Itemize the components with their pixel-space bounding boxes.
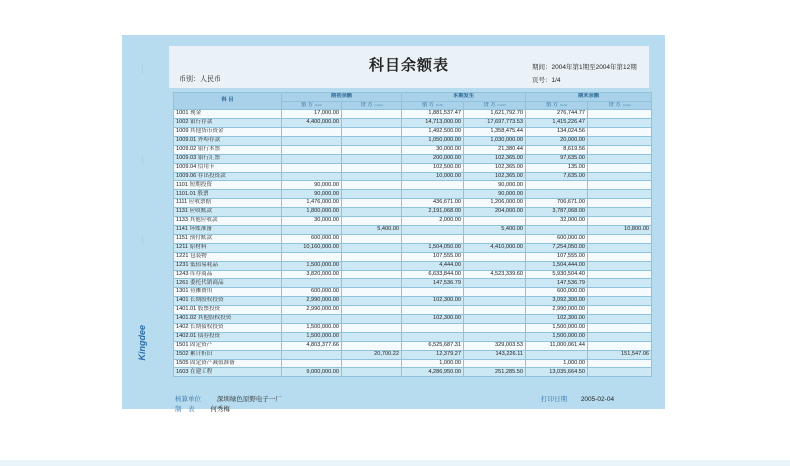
account-cell: 1401 长期股权投资 bbox=[174, 297, 282, 306]
opening-debit-cell: 3,820,000.00 bbox=[282, 270, 342, 279]
current-credit-cell: 21,380.44 bbox=[464, 145, 526, 154]
ending-debit-cell bbox=[526, 225, 588, 234]
debit-header: 借 方 Debit bbox=[282, 101, 342, 110]
table-row bbox=[174, 217, 652, 226]
credit-header: 贷 方 Credit bbox=[588, 101, 652, 110]
opening-debit-cell: 4,803,377.66 bbox=[282, 341, 342, 350]
account-cell: 1009.04 信用卡 bbox=[174, 163, 282, 172]
opening-credit-cell: 5,400.00 bbox=[342, 225, 402, 234]
account-cell: 1211 原材料 bbox=[174, 243, 282, 252]
opening-debit-cell bbox=[282, 136, 342, 145]
table-row bbox=[174, 332, 652, 341]
ending-debit-cell: 1,504,444.00 bbox=[526, 261, 588, 270]
current-credit-cell: 204,000.00 bbox=[464, 208, 526, 217]
table-body bbox=[174, 110, 652, 377]
current-debit-cell bbox=[402, 323, 464, 332]
opening-debit-cell: 1,500,000.00 bbox=[282, 332, 342, 341]
current-credit-cell bbox=[464, 261, 526, 270]
current-debit-cell: 2,191,068.00 bbox=[402, 208, 464, 217]
table-row bbox=[174, 315, 652, 324]
opening-debit-cell: 2,990,000.00 bbox=[282, 297, 342, 306]
account-cell: 1002 银行存款 bbox=[174, 119, 282, 128]
opening-debit-cell bbox=[282, 163, 342, 172]
account-cell: 1402.01 债券投资 bbox=[174, 332, 282, 341]
current-debit-cell: 30,000.00 bbox=[402, 145, 464, 154]
table-row bbox=[174, 145, 652, 154]
current-credit-cell bbox=[464, 288, 526, 297]
table-row bbox=[174, 297, 652, 306]
account-cell: 1243 库存商品 bbox=[174, 270, 282, 279]
table-row bbox=[174, 110, 652, 119]
opening-credit-cell bbox=[342, 199, 402, 208]
opening-credit-cell bbox=[342, 288, 402, 297]
current-debit-cell bbox=[402, 234, 464, 243]
opening-credit-cell bbox=[342, 110, 402, 119]
ending-credit-cell bbox=[588, 154, 652, 163]
table-row bbox=[174, 208, 652, 217]
ending-debit-cell: 102,300.00 bbox=[526, 315, 588, 324]
table-row bbox=[174, 154, 652, 163]
ending-credit-cell bbox=[588, 217, 652, 226]
opening-credit-cell bbox=[342, 217, 402, 226]
current-debit-cell: 1,492,500.00 bbox=[402, 128, 464, 137]
opening-credit-cell bbox=[342, 306, 402, 315]
opening-credit-cell bbox=[342, 119, 402, 128]
current-debit-cell: 12,379.27 bbox=[402, 350, 464, 359]
ending-debit-cell: 706,671.00 bbox=[526, 199, 588, 208]
current-credit-cell: 1,621,792.70 bbox=[464, 110, 526, 119]
ending-credit-cell bbox=[588, 332, 652, 341]
current-debit-cell bbox=[402, 181, 464, 190]
opening-credit-cell bbox=[342, 208, 402, 217]
opening-debit-cell bbox=[282, 172, 342, 181]
opening-debit-cell bbox=[282, 145, 342, 154]
current-credit-cell bbox=[464, 315, 526, 324]
current-credit-cell: 5,400.00 bbox=[464, 225, 526, 234]
ending-debit-cell: 5,930,504.40 bbox=[526, 270, 588, 279]
account-cell: 1009.06 存出投资款 bbox=[174, 172, 282, 181]
ending-credit-cell bbox=[588, 110, 652, 119]
account-cell: 1133 其他应收款 bbox=[174, 217, 282, 226]
ending-credit-cell bbox=[588, 341, 652, 350]
table-row bbox=[174, 199, 652, 208]
table-row bbox=[174, 341, 652, 350]
current-credit-cell bbox=[464, 279, 526, 288]
opening-debit-cell: 30,000.00 bbox=[282, 217, 342, 226]
current-credit-cell bbox=[464, 297, 526, 306]
ending-credit-cell bbox=[588, 190, 652, 199]
bottom-bar bbox=[0, 460, 790, 466]
company-line bbox=[175, 394, 282, 403]
ending-debit-cell: 1,000.00 bbox=[526, 359, 588, 368]
account-cell: 1401.02 其他股权投资 bbox=[174, 315, 282, 324]
debit-header: 借 方 Debit bbox=[526, 101, 588, 110]
opening-credit-cell bbox=[342, 190, 402, 199]
table-row bbox=[174, 243, 652, 252]
ending-credit-cell bbox=[588, 270, 652, 279]
group-header-opening: 期初余额 bbox=[282, 93, 402, 102]
opening-debit-cell bbox=[282, 279, 342, 288]
account-cell: 1111 应收票据 bbox=[174, 199, 282, 208]
opening-credit-cell bbox=[342, 297, 402, 306]
ending-debit-cell: 600,000.00 bbox=[526, 288, 588, 297]
opening-credit-cell bbox=[342, 359, 402, 368]
print-date: 2005-02-04 bbox=[580, 396, 615, 403]
account-cell: 1502 累计折旧 bbox=[174, 350, 282, 359]
current-debit-cell bbox=[402, 190, 464, 199]
opening-credit-cell bbox=[342, 323, 402, 332]
current-debit-cell: 102,500.00 bbox=[402, 163, 464, 172]
ending-credit-cell bbox=[588, 172, 652, 181]
current-credit-cell: 1,030,000.00 bbox=[464, 136, 526, 145]
ending-credit-cell bbox=[588, 145, 652, 154]
opening-debit-cell: 600,000.00 bbox=[282, 234, 342, 243]
ending-debit-cell: 276,744.77 bbox=[526, 110, 588, 119]
opening-debit-cell: 1,500,000.00 bbox=[282, 261, 342, 270]
ending-debit-cell: 3,092,300.00 bbox=[526, 297, 588, 306]
ending-credit-cell bbox=[588, 243, 652, 252]
ending-credit-cell bbox=[588, 297, 652, 306]
current-credit-cell: 90,000.00 bbox=[464, 181, 526, 190]
opening-debit-cell: 9,000,000.00 bbox=[282, 368, 342, 377]
header-group-row bbox=[174, 93, 652, 102]
current-debit-cell bbox=[402, 288, 464, 297]
current-debit-cell bbox=[402, 225, 464, 234]
ending-debit-cell: 7,254,050.00 bbox=[526, 243, 588, 252]
period-label: 期间：2004年第1期至2004年第12期 bbox=[532, 64, 637, 71]
table-row bbox=[174, 172, 652, 181]
current-debit-cell: 4,444.00 bbox=[402, 261, 464, 270]
ending-debit-cell: 32,000.00 bbox=[526, 217, 588, 226]
manager-line bbox=[175, 404, 230, 413]
table-row bbox=[174, 279, 652, 288]
current-debit-cell: 107,555.00 bbox=[402, 252, 464, 261]
opening-credit-cell bbox=[342, 172, 402, 181]
current-credit-cell bbox=[464, 217, 526, 226]
ending-credit-cell bbox=[588, 128, 652, 137]
account-cell: 1501 固定资产 bbox=[174, 341, 282, 350]
currency-label: 币别：人民币 bbox=[179, 76, 221, 83]
ending-credit-cell bbox=[588, 208, 652, 217]
current-credit-cell: 102,365.00 bbox=[464, 172, 526, 181]
ending-credit-cell bbox=[588, 181, 652, 190]
balance-table bbox=[173, 92, 652, 377]
current-debit-cell: 2,000.00 bbox=[402, 217, 464, 226]
table-row bbox=[174, 252, 652, 261]
current-credit-cell: 102,365.00 bbox=[464, 154, 526, 163]
ending-debit-cell: 1,500,000.00 bbox=[526, 332, 588, 341]
opening-credit-cell bbox=[342, 181, 402, 190]
ending-credit-cell bbox=[588, 288, 652, 297]
current-credit-cell bbox=[464, 332, 526, 341]
opening-debit-cell: 90,000.00 bbox=[282, 190, 342, 199]
company-label: 核算单位 bbox=[175, 396, 201, 403]
ending-credit-cell bbox=[588, 315, 652, 324]
opening-credit-cell bbox=[342, 145, 402, 154]
current-debit-cell: 1,050,000.00 bbox=[402, 136, 464, 145]
current-debit-cell: 200,000.00 bbox=[402, 154, 464, 163]
ending-debit-cell: 600,000.00 bbox=[526, 234, 588, 243]
side-decoration-text: ····· bbox=[140, 235, 146, 244]
ending-debit-cell: 134,024.56 bbox=[526, 128, 588, 137]
account-cell: 1402 长期债权投资 bbox=[174, 323, 282, 332]
table-row bbox=[174, 128, 652, 137]
opening-credit-cell bbox=[342, 243, 402, 252]
opening-credit-cell bbox=[342, 154, 402, 163]
ending-credit-cell bbox=[588, 119, 652, 128]
manager-name: 何秀梅 bbox=[210, 406, 230, 413]
table-row bbox=[174, 225, 652, 234]
ending-credit-cell bbox=[588, 252, 652, 261]
current-credit-cell: 4,410,000.00 bbox=[464, 243, 526, 252]
table-row bbox=[174, 163, 652, 172]
opening-debit-cell: 10,160,000.00 bbox=[282, 243, 342, 252]
ending-debit-cell: 1,415,226.47 bbox=[526, 119, 588, 128]
ending-credit-cell bbox=[588, 323, 652, 332]
ending-credit-cell bbox=[588, 234, 652, 243]
opening-debit-cell: 1,800,000.00 bbox=[282, 208, 342, 217]
ending-credit-cell bbox=[588, 306, 652, 315]
opening-debit-cell: 17,000.00 bbox=[282, 110, 342, 119]
opening-credit-cell: 20,700.22 bbox=[342, 350, 402, 359]
account-cell: 1505 固定资产减值准备 bbox=[174, 359, 282, 368]
report-title: 科目余额表 bbox=[368, 57, 449, 74]
print-date-line bbox=[541, 394, 614, 403]
current-credit-cell: 90,000.00 bbox=[464, 190, 526, 199]
opening-credit-cell bbox=[342, 315, 402, 324]
ending-debit-cell: 147,536.79 bbox=[526, 279, 588, 288]
current-credit-cell: 143,226.11 bbox=[464, 350, 526, 359]
opening-debit-cell bbox=[282, 315, 342, 324]
opening-credit-cell bbox=[342, 136, 402, 145]
account-cell: 1221 包装物 bbox=[174, 252, 282, 261]
opening-debit-cell: 4,400,000.00 bbox=[282, 119, 342, 128]
ending-debit-cell: 2,990,000.00 bbox=[526, 306, 588, 315]
ending-debit-cell bbox=[526, 350, 588, 359]
account-cell: 1101 短期投资 bbox=[174, 181, 282, 190]
table-row bbox=[174, 261, 652, 270]
ending-credit-cell bbox=[588, 199, 652, 208]
account-cell: 1009 其他货币资金 bbox=[174, 128, 282, 137]
current-credit-cell: 1,358,475.44 bbox=[464, 128, 526, 137]
ending-debit-cell: 20,000.00 bbox=[526, 136, 588, 145]
account-cell: 1231 低值易耗品 bbox=[174, 261, 282, 270]
ending-credit-cell bbox=[588, 359, 652, 368]
opening-debit-cell bbox=[282, 154, 342, 163]
account-header: 科 目 bbox=[174, 93, 282, 110]
opening-credit-cell bbox=[342, 128, 402, 137]
current-debit-cell: 1,881,537.47 bbox=[402, 110, 464, 119]
print-date-label: 打印日期 bbox=[541, 396, 567, 403]
ending-debit-cell: 13,035,664.50 bbox=[526, 368, 588, 377]
account-cell: 1151 预付账款 bbox=[174, 234, 282, 243]
current-credit-cell: 102,365.00 bbox=[464, 163, 526, 172]
table-row bbox=[174, 136, 652, 145]
table-row bbox=[174, 306, 652, 315]
opening-credit-cell bbox=[342, 368, 402, 377]
page-number: 页号：1/4 bbox=[532, 77, 561, 84]
ending-debit-cell bbox=[526, 181, 588, 190]
current-debit-cell: 4,286,950.00 bbox=[402, 368, 464, 377]
current-credit-cell: 4,523,339.60 bbox=[464, 270, 526, 279]
ending-debit-cell: 135.00 bbox=[526, 163, 588, 172]
ending-credit-cell bbox=[588, 368, 652, 377]
ending-debit-cell: 1,500,000.00 bbox=[526, 323, 588, 332]
credit-header: 贷 方 Credit bbox=[464, 101, 526, 110]
opening-credit-cell bbox=[342, 332, 402, 341]
table-row bbox=[174, 119, 652, 128]
opening-debit-cell: 600,000.00 bbox=[282, 288, 342, 297]
account-cell: 1101.01 股票 bbox=[174, 190, 282, 199]
table-row bbox=[174, 190, 652, 199]
account-cell: 1401.01 股票投资 bbox=[174, 306, 282, 315]
ending-debit-cell: 97,635.00 bbox=[526, 154, 588, 163]
current-debit-cell: 1,000.00 bbox=[402, 359, 464, 368]
opening-debit-cell: 90,000.00 bbox=[282, 181, 342, 190]
opening-credit-cell bbox=[342, 279, 402, 288]
opening-debit-cell: 1,500,000.00 bbox=[282, 323, 342, 332]
opening-debit-cell: 2,990,000.00 bbox=[282, 306, 342, 315]
ending-credit-cell: 151,547.06 bbox=[588, 350, 652, 359]
account-cell: 1009.02 银行本票 bbox=[174, 145, 282, 154]
account-cell: 1131 应收账款 bbox=[174, 208, 282, 217]
opening-debit-cell: 1,476,000.00 bbox=[282, 199, 342, 208]
current-debit-cell: 1,504,050.00 bbox=[402, 243, 464, 252]
current-debit-cell bbox=[402, 306, 464, 315]
table-row bbox=[174, 323, 652, 332]
table-row bbox=[174, 270, 652, 279]
opening-credit-cell bbox=[342, 261, 402, 270]
brand-logo: Kingdee bbox=[137, 325, 147, 361]
account-cell: 1261 委托代销商品 bbox=[174, 279, 282, 288]
ending-debit-cell: 107,555.00 bbox=[526, 252, 588, 261]
report-header bbox=[169, 46, 649, 88]
current-debit-cell: 436,671.00 bbox=[402, 199, 464, 208]
opening-debit-cell bbox=[282, 128, 342, 137]
account-cell: 1301 待摊费用 bbox=[174, 288, 282, 297]
manager-label: 制 表 bbox=[175, 406, 195, 413]
credit-header: 贷 方 Credit bbox=[342, 101, 402, 110]
side-decoration-text: ····· bbox=[140, 65, 146, 74]
table-row bbox=[174, 288, 652, 297]
table-row bbox=[174, 181, 652, 190]
current-debit-cell: 14,713,000.00 bbox=[402, 119, 464, 128]
opening-credit-cell bbox=[342, 163, 402, 172]
current-debit-cell: 102,300.00 bbox=[402, 297, 464, 306]
current-debit-cell: 6,525,687.31 bbox=[402, 341, 464, 350]
current-credit-cell: 17,697,773.53 bbox=[464, 119, 526, 128]
opening-credit-cell bbox=[342, 341, 402, 350]
account-cell: 1009.03 银行汇票 bbox=[174, 154, 282, 163]
ending-credit-cell bbox=[588, 279, 652, 288]
ending-debit-cell: 11,000,061.44 bbox=[526, 341, 588, 350]
ending-credit-cell bbox=[588, 261, 652, 270]
current-debit-cell: 147,536.79 bbox=[402, 279, 464, 288]
table-row bbox=[174, 368, 652, 377]
current-credit-cell bbox=[464, 306, 526, 315]
account-cell: 1009.01 外埠存款 bbox=[174, 136, 282, 145]
ending-debit-cell: 7,635.00 bbox=[526, 172, 588, 181]
ending-credit-cell bbox=[588, 163, 652, 172]
opening-credit-cell bbox=[342, 252, 402, 261]
current-debit-cell: 102,300.00 bbox=[402, 315, 464, 324]
opening-debit-cell bbox=[282, 350, 342, 359]
opening-debit-cell bbox=[282, 359, 342, 368]
side-decoration-text: ····· bbox=[140, 155, 146, 164]
current-credit-cell bbox=[464, 252, 526, 261]
table-row bbox=[174, 350, 652, 359]
current-credit-cell: 329,003.53 bbox=[464, 341, 526, 350]
opening-credit-cell bbox=[342, 270, 402, 279]
debit-header: 借 方 Debit bbox=[402, 101, 464, 110]
ending-credit-cell: 10,800.00 bbox=[588, 225, 652, 234]
ending-debit-cell bbox=[526, 190, 588, 199]
opening-debit-cell bbox=[282, 225, 342, 234]
current-credit-cell: 251,285.50 bbox=[464, 368, 526, 377]
account-cell: 1141 坏账准备 bbox=[174, 225, 282, 234]
table-row bbox=[174, 234, 652, 243]
company-name: 深圳绿色原野电子一厂 bbox=[216, 396, 282, 403]
account-cell: 1603 在建工程 bbox=[174, 368, 282, 377]
ending-credit-cell bbox=[588, 136, 652, 145]
current-credit-cell bbox=[464, 359, 526, 368]
opening-debit-cell bbox=[282, 252, 342, 261]
ending-debit-cell: 8,619.56 bbox=[526, 145, 588, 154]
group-header-current: 本期发生 bbox=[402, 93, 526, 102]
current-credit-cell bbox=[464, 234, 526, 243]
current-debit-cell: 10,000.00 bbox=[402, 172, 464, 181]
current-debit-cell: 6,633,844.00 bbox=[402, 270, 464, 279]
current-credit-cell bbox=[464, 323, 526, 332]
table-row bbox=[174, 359, 652, 368]
current-credit-cell: 1,206,000.00 bbox=[464, 199, 526, 208]
current-debit-cell bbox=[402, 332, 464, 341]
opening-credit-cell bbox=[342, 234, 402, 243]
account-cell: 1001 现金 bbox=[174, 110, 282, 119]
group-header-ending: 期末余额 bbox=[526, 93, 652, 102]
ending-debit-cell: 3,787,068.00 bbox=[526, 208, 588, 217]
